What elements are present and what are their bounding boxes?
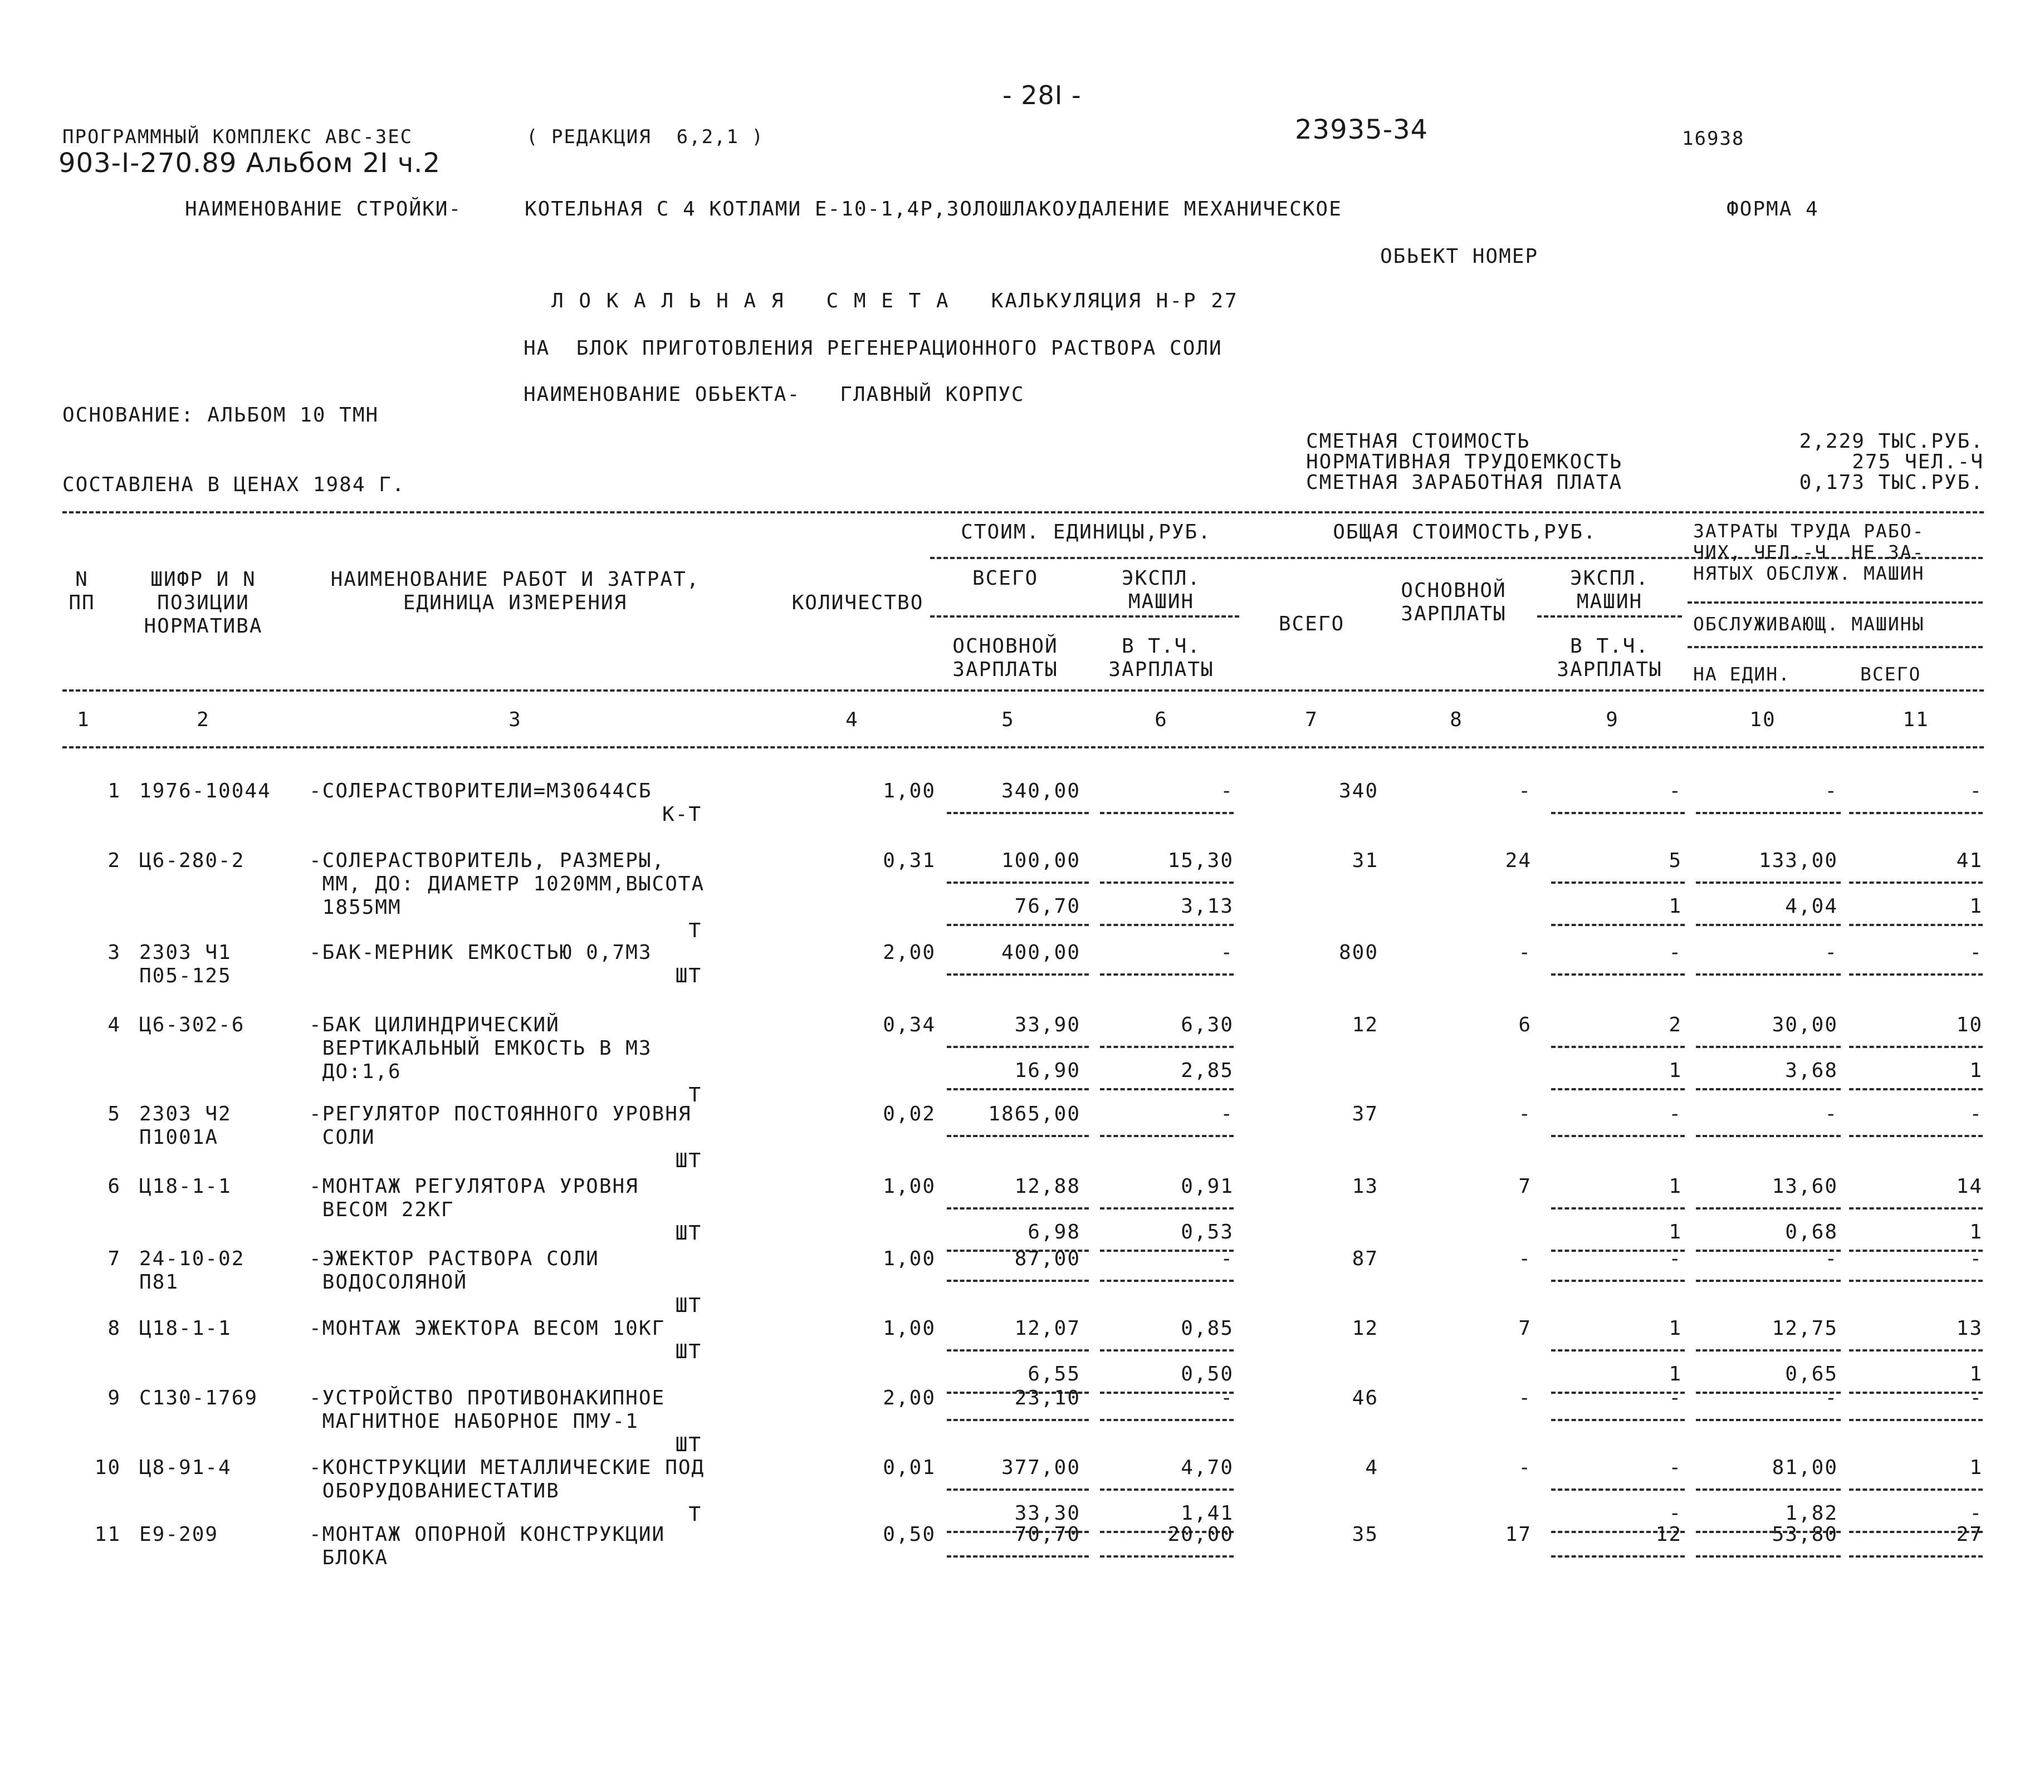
- value-rule: [1551, 973, 1685, 976]
- value-rule: [1551, 924, 1685, 926]
- row-unit-wage: 6,55: [1028, 1363, 1080, 1385]
- header-bottom-rule: [62, 689, 1984, 692]
- row-labor-unit: -: [1825, 941, 1838, 964]
- value-rule: [947, 1489, 1089, 1491]
- row-unit: ШТ: [675, 1149, 702, 1172]
- row-name: -МОНТАЖ ОПОРНОЙ КОНСТРУКЦИИ БЛОКА: [309, 1523, 666, 1569]
- row-unit: ШТ: [675, 1294, 702, 1317]
- row-unit-total: 33,90: [1014, 1013, 1080, 1036]
- row-labor-unit-service: 3,68: [1785, 1059, 1838, 1082]
- table-top-rule: [62, 511, 1984, 513]
- value-rule: [1849, 1280, 1983, 1282]
- column-number-7: 7: [1305, 708, 1318, 731]
- row-total-mach: -: [1669, 941, 1682, 964]
- value-rule: [1696, 882, 1841, 884]
- value-rule: [1849, 973, 1983, 976]
- row-total-mach: -: [1669, 1456, 1682, 1479]
- row-unit-mach: -: [1220, 941, 1234, 964]
- col-header-unit-mach-wage: В Т.Ч. ЗАРПЛАТЫ: [1108, 635, 1214, 681]
- value-rule: [1849, 924, 1983, 926]
- row-name: -БАК ЦИЛИНДРИЧЕСКИЙ ВЕРТИКАЛЬНЫЙ ЕМКОСТЬ В МЗ ДО:1,6: [309, 1013, 652, 1083]
- value-rule: [1849, 812, 1983, 814]
- row-total: 4: [1365, 1456, 1378, 1479]
- row-total-mach-wage: -: [1669, 1502, 1682, 1525]
- row-labor-unit: 30,00: [1772, 1013, 1838, 1036]
- column-number-1: 1: [77, 708, 90, 731]
- row-total: 46: [1352, 1387, 1378, 1409]
- row-name: -МОНТАЖ РЕГУЛЯТОРА УРОВНЯ ВЕСОМ 22КГ: [309, 1175, 639, 1221]
- row-code: Ц6-302-6: [139, 1013, 245, 1036]
- row-total-wage: 7: [1518, 1175, 1532, 1198]
- row-labor-unit-service: 0,68: [1785, 1221, 1838, 1243]
- summary-value-cost: 2,229 ТЫС.РУБ.: [1799, 430, 1984, 453]
- row-labor-total: -: [1969, 1247, 1983, 1270]
- row-code: Ц6-280-2: [139, 849, 245, 872]
- row-unit: Т: [688, 919, 702, 942]
- row-unit-total: 87,00: [1014, 1247, 1080, 1270]
- value-rule: [1551, 1280, 1685, 1282]
- row-total-mach: 5: [1669, 849, 1682, 872]
- value-rule: [1100, 1280, 1234, 1282]
- column-number-11: 11: [1903, 708, 1929, 731]
- row-labor-total-service: 1: [1969, 1363, 1983, 1385]
- row-unit: ШТ: [675, 1340, 702, 1363]
- row-total-mach: 1: [1669, 1175, 1682, 1198]
- row-unit-total: 70,70: [1014, 1523, 1080, 1546]
- col-header-n: N ПП: [69, 568, 95, 614]
- value-rule: [947, 1419, 1089, 1421]
- construction-value: КОТЕЛЬНАЯ С 4 КОТЛАМИ Е-10-1,4Р,ЗОЛОШЛАКОУДАЛЕНИЕ МЕХАНИЧЕСКОЕ: [525, 198, 1342, 221]
- row-total: 800: [1338, 941, 1378, 964]
- row-total: 340: [1338, 780, 1378, 802]
- value-rule: [1551, 1207, 1685, 1210]
- row-total-mach-wage: 1: [1669, 895, 1682, 918]
- row-total-wage: -: [1518, 780, 1532, 802]
- program-name: ПРОГРАММНЫЙ КОМПЛЕКС АВС-ЗЕС: [62, 126, 413, 148]
- row-number: 11: [94, 1523, 121, 1546]
- row-total: 12: [1352, 1013, 1378, 1036]
- numbers-bottom-rule: [62, 746, 1984, 748]
- row-total-wage: -: [1518, 1456, 1532, 1479]
- row-total: 37: [1352, 1103, 1378, 1125]
- row-name: -СОЛЕРАСТВОРИТЕЛИ=МЗ0644СБ: [309, 780, 652, 802]
- row-total-mach-wage: 1: [1669, 1221, 1682, 1243]
- value-rule: [1100, 1046, 1234, 1048]
- row-code: Ц18-1-1: [139, 1317, 232, 1340]
- row-code: Ц18-1-1: [139, 1175, 232, 1198]
- row-name: -МОНТАЖ ЭЖЕКТОРА ВЕСОМ 10КГ: [309, 1317, 666, 1340]
- row-unit-total: 23,10: [1014, 1387, 1080, 1409]
- row-labor-total-service: 1: [1969, 1059, 1983, 1082]
- row-labor-total: 41: [1956, 849, 1983, 872]
- row-quantity: 1,00: [883, 780, 936, 802]
- row-unit-mach: -: [1220, 780, 1234, 802]
- row-labor-unit-service: 0,65: [1785, 1363, 1838, 1385]
- row-labor-unit: -: [1825, 1247, 1838, 1270]
- row-labor-total-service: 1: [1969, 1221, 1983, 1243]
- row-unit-mach: 0,91: [1181, 1175, 1234, 1198]
- row-labor-total: 1: [1969, 1456, 1983, 1479]
- value-rule: [1551, 812, 1685, 814]
- row-name: -УСТРОЙСТВО ПРОТИВОНАКИПНОЕ МАГНИТНОЕ НАБОРНОЕ ПМУ-1: [309, 1387, 666, 1433]
- row-labor-unit: 81,00: [1772, 1456, 1838, 1479]
- row-quantity: 1,00: [883, 1175, 936, 1198]
- value-rule: [1551, 1088, 1685, 1090]
- value-rule: [1551, 1046, 1685, 1048]
- row-unit-total: 12,07: [1014, 1317, 1080, 1340]
- column-number-10: 10: [1749, 708, 1776, 731]
- row-code: 24-10-02 П81: [139, 1247, 245, 1294]
- row-quantity: 0,34: [883, 1013, 936, 1036]
- row-total-wage: -: [1518, 1247, 1532, 1270]
- document-title: Л О К А Л Ь Н А Я С М Е Т А КАЛЬКУЛЯЦИЯ Н-Р 27: [551, 290, 1239, 312]
- row-unit-total: 340,00: [1001, 780, 1080, 802]
- row-number: 3: [107, 941, 121, 964]
- document-number: 16938: [1682, 128, 1745, 150]
- row-unit-mach-wage: 2,85: [1181, 1059, 1234, 1082]
- row-code: 2303 Ч2 П1001А: [139, 1103, 232, 1149]
- row-total-mach-wage: 1: [1669, 1363, 1682, 1385]
- row-unit-mach: -: [1220, 1103, 1234, 1125]
- column-number-3: 3: [508, 708, 522, 731]
- object-name: НАИМЕНОВАНИЕ ОБЬЕКТА- ГЛАВНЫЙ КОРПУС: [524, 383, 1025, 406]
- value-rule: [947, 1207, 1089, 1210]
- value-rule: [1551, 882, 1685, 884]
- row-code: 2303 Ч1 П05-125: [139, 941, 232, 987]
- row-labor-unit: 53,80: [1772, 1523, 1838, 1546]
- row-unit: ШТ: [675, 1222, 702, 1245]
- row-code: Е9-209: [139, 1523, 219, 1546]
- row-name: -КОНСТРУКЦИИ МЕТАЛЛИЧЕСКИЕ ПОД ОБОРУДОВАНИЕСТАТИВ: [309, 1456, 705, 1502]
- col-header-labor-service: ОБСЛУЖИВАЮЩ. МАШИНЫ: [1693, 613, 1925, 635]
- row-unit-mach-wage: 1,41: [1181, 1502, 1234, 1525]
- value-rule: [947, 812, 1089, 814]
- row-code: Ц8-91-4: [139, 1456, 232, 1479]
- value-rule: [1100, 1088, 1234, 1090]
- value-rule: [1696, 924, 1841, 926]
- row-total-wage: -: [1518, 1103, 1532, 1125]
- value-rule: [1551, 1489, 1685, 1491]
- value-rule: [947, 1135, 1089, 1137]
- row-unit: ШТ: [675, 1433, 702, 1456]
- header-sub-rule-3: [1537, 615, 1682, 618]
- row-total: 87: [1352, 1247, 1378, 1270]
- row-unit-total: 1865,00: [988, 1103, 1080, 1125]
- row-unit-mach: 0,85: [1181, 1317, 1234, 1340]
- col-header-labor-unit: НА ЕДИН.: [1693, 663, 1791, 685]
- row-labor-total: -: [1969, 1387, 1983, 1409]
- row-number: 2: [107, 849, 121, 872]
- row-unit-mach-wage: 3,13: [1181, 895, 1234, 918]
- value-rule: [1551, 1135, 1685, 1137]
- value-rule: [947, 1046, 1089, 1048]
- column-number-4: 4: [845, 708, 859, 731]
- row-number: 8: [107, 1317, 121, 1340]
- col-header-unit-wage: ОСНОВНОЙ ЗАРПЛАТЫ: [952, 635, 1058, 681]
- value-rule: [1849, 1207, 1983, 1210]
- col-header-qty: КОЛИЧЕСТВО: [791, 591, 924, 614]
- row-number: 10: [94, 1456, 121, 1479]
- row-unit: Т: [688, 1084, 702, 1106]
- value-rule: [1849, 1419, 1983, 1421]
- row-unit-wage: 16,90: [1014, 1059, 1080, 1082]
- column-number-9: 9: [1606, 708, 1619, 731]
- price-basis: СОСТАВЛЕНА В ЦЕНАХ 1984 Г.: [62, 473, 405, 496]
- row-name: -СОЛЕРАСТВОРИТЕЛЬ, РАЗМЕРЫ, ММ, ДО: ДИАМЕТР 1020ММ,ВЫСОТА 1855ММ: [309, 849, 705, 919]
- row-total-mach: 2: [1669, 1013, 1682, 1036]
- row-unit-mach: -: [1220, 1247, 1234, 1270]
- row-quantity: 0,01: [883, 1456, 936, 1479]
- value-rule: [1100, 1349, 1234, 1352]
- value-rule: [1849, 1088, 1983, 1090]
- row-quantity: 2,00: [883, 941, 936, 964]
- row-total-wage: 17: [1505, 1523, 1532, 1546]
- row-unit-mach: 20,00: [1167, 1523, 1234, 1546]
- row-labor-total-service: 1: [1969, 895, 1983, 918]
- value-rule: [1849, 1489, 1983, 1491]
- summary-label-cost: СМЕТНАЯ СТОИМОСТЬ: [1306, 430, 1530, 453]
- value-rule: [1696, 1280, 1841, 1282]
- row-labor-unit: 133,00: [1758, 849, 1838, 872]
- row-name: -РЕГУЛЯТОР ПОСТОЯННОГО УРОВНЯ СОЛИ: [309, 1103, 692, 1149]
- value-rule: [947, 924, 1089, 926]
- row-unit: ШТ: [675, 964, 702, 987]
- page-number: - 28I -: [1003, 80, 1082, 110]
- row-total-wage: 7: [1518, 1317, 1532, 1340]
- row-unit-mach: -: [1220, 1387, 1234, 1409]
- row-quantity: 1,00: [883, 1247, 936, 1270]
- value-rule: [1849, 1135, 1983, 1137]
- album-reference: 903-I-270.89 Альбом 2I ч.2: [58, 148, 441, 179]
- row-number: 1: [107, 780, 121, 802]
- col-header-total-mach: ЭКСПЛ. МАШИН: [1569, 567, 1650, 613]
- value-rule: [947, 1349, 1089, 1352]
- value-rule: [1551, 1419, 1685, 1421]
- col-header-total-wage: ОСНОВНОЙ ЗАРПЛАТЫ: [1401, 579, 1507, 625]
- row-unit: К-Т: [662, 803, 702, 826]
- row-total: 35: [1352, 1523, 1378, 1546]
- value-rule: [1696, 1349, 1841, 1352]
- row-total-mach: -: [1669, 1247, 1682, 1270]
- row-number: 5: [107, 1103, 121, 1125]
- row-labor-unit-service: 4,04: [1785, 895, 1838, 918]
- header-sub-rule-4: [1688, 601, 1983, 604]
- row-total-wage: -: [1518, 1387, 1532, 1409]
- summary-label-labor: НОРМАТИВНАЯ ТРУДОЕМКОСТЬ: [1306, 451, 1623, 473]
- object-number: ОБЬЕКТ НОМЕР: [1380, 245, 1539, 268]
- value-rule: [947, 973, 1089, 976]
- row-labor-unit-service: 1,82: [1785, 1502, 1838, 1525]
- row-unit-total: 377,00: [1001, 1456, 1080, 1479]
- row-total-mach: -: [1669, 1103, 1682, 1125]
- row-quantity: 1,00: [883, 1317, 936, 1340]
- row-labor-unit: 13,60: [1772, 1175, 1838, 1198]
- row-name: -БАК-МЕРНИК ЕМКОСТЬЮ 0,7МЗ: [309, 941, 652, 964]
- value-rule: [947, 1280, 1089, 1282]
- document-subtitle: НА БЛОК ПРИГОТОВЛЕНИЯ РЕГЕНЕРАЦИОННОГО РАСТВОРА СОЛИ: [524, 337, 1223, 360]
- row-total-mach-wage: 1: [1669, 1059, 1682, 1082]
- value-rule: [1696, 1046, 1841, 1048]
- row-labor-total: -: [1969, 941, 1983, 964]
- value-rule: [947, 1555, 1089, 1558]
- form-label: ФОРМА 4: [1727, 198, 1819, 221]
- value-rule: [1849, 882, 1983, 884]
- value-rule: [1100, 1135, 1234, 1137]
- column-number-5: 5: [1001, 708, 1015, 731]
- col-header-code: ШИФР И N ПОЗИЦИИ НОРМАТИВА: [144, 568, 263, 638]
- basis: ОСНОВАНИЕ: АЛЬБОМ 10 ТМН: [62, 404, 379, 427]
- value-rule: [1696, 812, 1841, 814]
- value-rule: [1100, 812, 1234, 814]
- value-rule: [1696, 1207, 1841, 1210]
- value-rule: [1100, 1489, 1234, 1491]
- row-labor-total: -: [1969, 780, 1983, 802]
- value-rule: [1551, 1349, 1685, 1352]
- row-total-mach: 12: [1655, 1523, 1682, 1546]
- row-total-mach: -: [1669, 1387, 1682, 1409]
- row-quantity: 2,00: [883, 1387, 936, 1409]
- value-rule: [1100, 1555, 1234, 1558]
- row-quantity: 0,50: [883, 1523, 936, 1546]
- value-rule: [1696, 1555, 1841, 1558]
- col-header-total-mach-wage: В Т.Ч. ЗАРПЛАТЫ: [1557, 635, 1662, 681]
- row-number: 4: [107, 1013, 121, 1036]
- row-total-wage: 6: [1518, 1013, 1532, 1036]
- row-quantity: 0,31: [883, 849, 936, 872]
- value-rule: [1696, 1419, 1841, 1421]
- summary-value-labor: 275 ЧЕЛ.-Ч: [1852, 451, 1984, 473]
- value-rule: [1551, 1555, 1685, 1558]
- row-labor-total: 27: [1956, 1523, 1983, 1546]
- row-number: 6: [107, 1175, 121, 1198]
- value-rule: [1100, 924, 1234, 926]
- row-total-mach: 1: [1669, 1317, 1682, 1340]
- value-rule: [1100, 973, 1234, 976]
- row-unit-total: 100,00: [1001, 849, 1080, 872]
- row-unit-mach: 4,70: [1181, 1456, 1234, 1479]
- value-rule: [947, 1088, 1089, 1090]
- row-total: 31: [1352, 849, 1378, 872]
- col-header-name: НАИМЕНОВАНИЕ РАБОТ И ЗАТРАТ, ЕДИНИЦА ИЗМЕРЕНИЯ: [330, 568, 700, 614]
- edition: ( РЕДАКЦИЯ 6,2,1 ): [526, 126, 764, 148]
- row-unit-mach-wage: 0,50: [1181, 1363, 1234, 1385]
- row-labor-unit: -: [1825, 1103, 1838, 1125]
- row-labor-total: 14: [1956, 1175, 1983, 1198]
- row-unit-mach-wage: 0,53: [1181, 1221, 1234, 1243]
- value-rule: [1696, 1489, 1841, 1491]
- summary-label-wage: СМЕТНАЯ ЗАРАБОТНАЯ ПЛАТА: [1306, 471, 1623, 494]
- column-number-2: 2: [197, 708, 210, 731]
- value-rule: [1100, 882, 1234, 884]
- row-unit-mach: 6,30: [1181, 1013, 1234, 1036]
- row-code: 1976-10044: [139, 780, 271, 802]
- document-code: 23935-34: [1295, 114, 1429, 145]
- value-rule: [1100, 1207, 1234, 1210]
- construction-label: НАИМЕНОВАНИЕ СТРОЙКИ-: [185, 198, 462, 221]
- col-header-total-cost: ОБЩАЯ СТОИМОСТЬ,РУБ.: [1333, 521, 1597, 544]
- col-header-unit-mach: ЭКСПЛ. МАШИН: [1121, 567, 1201, 613]
- row-total: 12: [1352, 1317, 1378, 1340]
- row-number: 9: [107, 1387, 121, 1409]
- row-quantity: 0,02: [883, 1103, 936, 1125]
- row-unit-wage: 33,30: [1014, 1502, 1080, 1525]
- value-rule: [947, 882, 1089, 884]
- row-labor-total-service: -: [1969, 1502, 1983, 1525]
- row-number: 7: [107, 1247, 121, 1270]
- col-header-labor: ЗАТРАТЫ ТРУДА РАБО- ЧИХ, ЧЕЛ.-Ч НЕ ЗА- НЯТЫХ ОБСЛУЖ. МАШИН: [1693, 520, 1925, 584]
- value-rule: [1696, 1088, 1841, 1090]
- col-header-unit-cost: СТОИМ. ЕДИНИЦЫ,РУБ.: [961, 521, 1211, 544]
- column-number-8: 8: [1450, 708, 1463, 731]
- header-sub-rule-2: [930, 615, 1239, 618]
- value-rule: [1696, 1135, 1841, 1137]
- col-header-unit-total: ВСЕГО: [972, 567, 1039, 590]
- row-total: 13: [1352, 1175, 1378, 1198]
- row-unit-total: 12,88: [1014, 1175, 1080, 1198]
- row-code: С130-1769: [139, 1387, 258, 1409]
- value-rule: [1696, 973, 1841, 976]
- value-rule: [1849, 1349, 1983, 1352]
- value-rule: [1849, 1046, 1983, 1048]
- row-unit-total: 400,00: [1001, 941, 1080, 964]
- row-unit-wage: 6,98: [1028, 1221, 1080, 1243]
- value-rule: [1849, 1555, 1983, 1558]
- column-number-6: 6: [1155, 708, 1168, 731]
- row-unit-wage: 76,70: [1014, 895, 1080, 918]
- row-total-wage: -: [1518, 941, 1532, 964]
- row-labor-unit: -: [1825, 780, 1838, 802]
- header-sub-rule-5: [1688, 646, 1983, 648]
- row-labor-total: -: [1969, 1103, 1983, 1125]
- col-header-labor-total: ВСЕГО: [1860, 663, 1921, 685]
- row-labor-total: 13: [1956, 1317, 1983, 1340]
- row-labor-unit: 12,75: [1772, 1317, 1838, 1340]
- row-unit-mach: 15,30: [1167, 849, 1234, 872]
- summary-value-wage: 0,173 ТЫС.РУБ.: [1799, 471, 1984, 494]
- row-total-wage: 24: [1505, 849, 1532, 872]
- row-labor-unit: -: [1825, 1387, 1838, 1409]
- row-total-mach: -: [1669, 780, 1682, 802]
- row-labor-total: 10: [1956, 1013, 1983, 1036]
- col-header-total-all: ВСЕГО: [1278, 613, 1345, 635]
- value-rule: [1100, 1419, 1234, 1421]
- row-name: -ЭЖЕКТОР РАСТВОРА СОЛИ ВОДОСОЛЯНОЙ: [309, 1247, 599, 1294]
- row-unit: Т: [688, 1503, 702, 1526]
